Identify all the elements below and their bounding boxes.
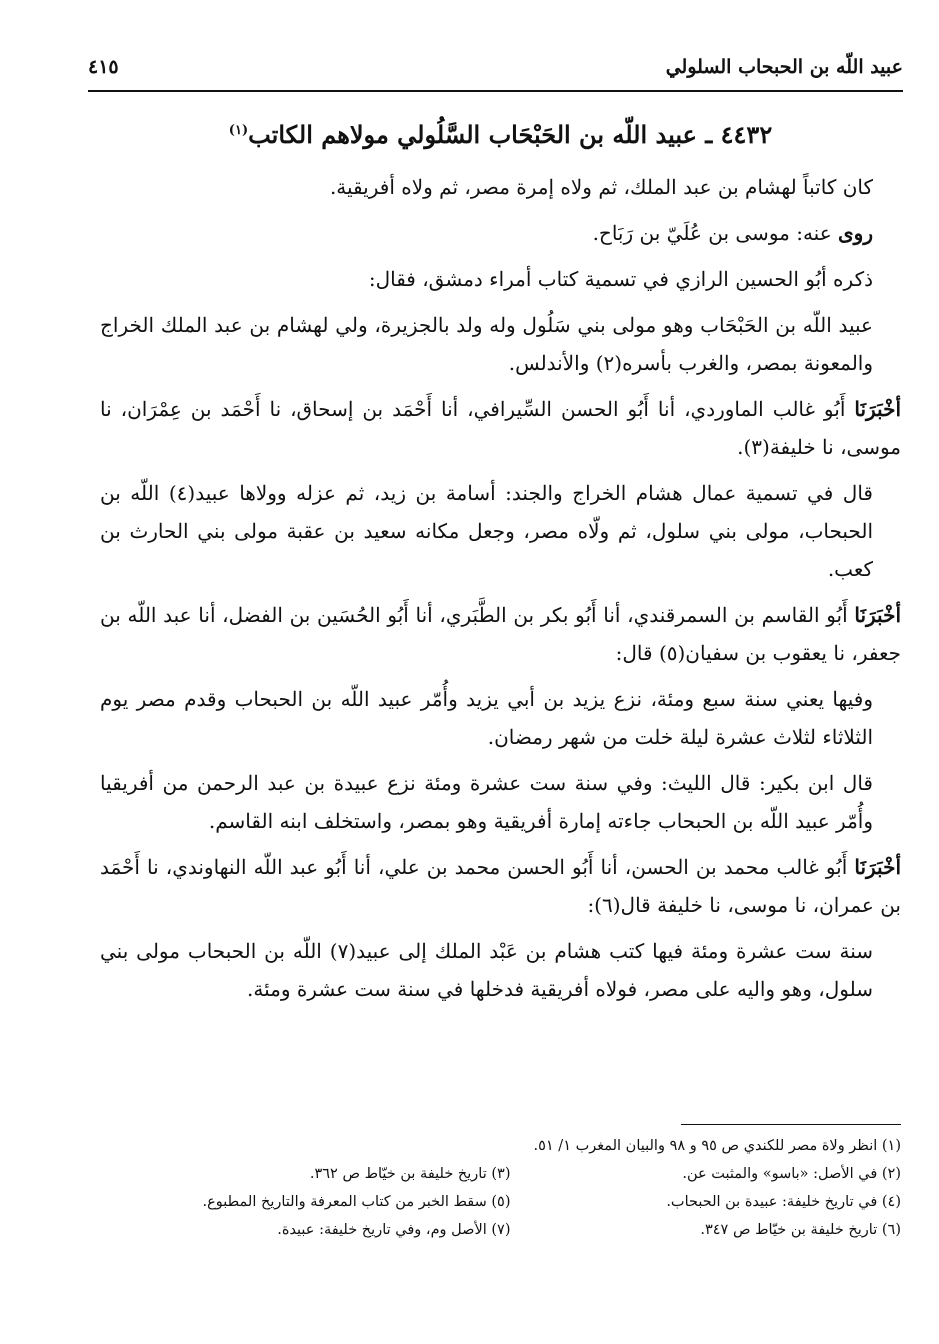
paragraph-8: وفيها يعني سنة سبع ومئة، نزع يزيد بن أبي يزيد وأُمّر عبيد اللّه بن الحبحاب وقدم مصر يوم الثلاثاء لثلاث عشرة ليلة خلت من شهر رمضان. [100, 687, 873, 749]
paragraph-9: قال ابن بكير: قال الليث: وفي سنة ست عشرة ومئة نزع عبيدة بن عبد الرحمن من أفريقيا وأُمّر عبيد اللّه بن الحبحاب جاءته إمارة أفريقية وهو بمصر، واستخلف ابنه القاسم. [100, 771, 873, 833]
paragraph-3: ذكره أبُو الحسين الرازي في تسمية كتاب أمراء دمشق، فقال: [368, 267, 873, 291]
footnotes [120, 1132, 901, 1244]
running-title: عبيد اللّه بن الحبحاب السلولي [665, 56, 903, 78]
paragraph-7-lead: أخْبَرَنَا [854, 603, 901, 627]
footnote-5: (٥) سقط الخبر من كتاب المعرفة والتاريخ المطبوع. [202, 1194, 511, 1210]
paragraph-10 [100, 848, 901, 924]
footnote-4: (٤) في تاريخ خليفة: عبيدة بن الحبحاب. [666, 1194, 901, 1210]
paragraph-7 [100, 596, 901, 672]
paragraph-6: قال في تسمية عمال هشام الخراج والجند: أسامة بن زيد، ثم عزله وولاها عبيد(٤) اللّه بن الحبحاب، مولى بني سلول، ثم ولّاه مصر، وجعل مكانه سعيد بن عقبة مولى بني الحارث بن كعب. [100, 481, 873, 581]
footnote-2: (٢) في الأصل: «باسو» والمثبت عن. [682, 1166, 901, 1182]
footnote-3: (٣) تاريخ خليفة بن خيّاط ص ٣٦٢. [309, 1166, 511, 1182]
paragraph-7-text: أَبُو القاسم بن السمرقندي، أنا أَبُو بكر بن الطَّبَري، أنا أَبُو الحُسَين بن الفضل، أنا عبد اللّه بن جعفر، نا يعقوب بن سفيان(٥) قال: [100, 603, 901, 665]
page-header [88, 48, 903, 92]
paragraph-2 [100, 214, 901, 252]
paragraph-1: كان كاتباً لهشام بن عبد الملك، ثم ولاه إمرة مصر، ثم ولاه أفريقية. [329, 175, 873, 199]
entry-title [100, 108, 901, 158]
footnote-row [120, 1216, 901, 1244]
paragraph-5-text: أَبُو غالب الماوردي، أنا أَبُو الحسن السِّيرافي، أنا أَحْمَد بن إسحاق، نا أَحْمَد بن عِمْرَان، نا موسى، نا خليفة(٣). [100, 397, 901, 459]
paragraph-2-text: عنه: موسى بن عُلَيّ بن رَبَاح. [592, 221, 839, 245]
paragraph-10-text: أَبُو غالب محمد بن الحسن، أنا أَبُو الحسن محمد بن علي، أنا أَبُو عبد اللّه النهاوندي، نا أَحْمَد بن عمران، نا موسى، نا خليفة قال(٦): [100, 855, 901, 917]
footnote-row [120, 1188, 901, 1216]
page-number: ٤١٥ [88, 56, 119, 78]
entry-title-text: ٤٤٣٢ ـ عبيد اللّه بن الحَبْحَاب السَّلُولي مولاهم الكاتب [248, 120, 773, 149]
paragraph-10-lead: أخْبَرَنَا [854, 855, 901, 879]
footnote-rule [681, 1124, 901, 1125]
footnote-6: (٦) تاريخ خليفة بن خيّاط ص ٣٤٧. [700, 1222, 901, 1238]
header-rule [88, 90, 903, 92]
paragraph-4: عبيد اللّه بن الحَبْحَاب وهو مولى بني سَلُول وله ولد بالجزيرة، ولي لهشام بن عبد الملك الخراج والمعونة بمصر، والغرب بأسره(٢) والأندلس. [100, 313, 873, 375]
paragraph-2-lead: روى [838, 221, 873, 245]
footnote-row [120, 1160, 901, 1188]
footnote-7: (٧) الأصل وم، وفي تاريخ خليفة: عبيدة. [277, 1222, 511, 1238]
paragraph-5 [100, 390, 901, 466]
footnote-1: (١) انظر ولاة مصر للكندي ص ٩٥ و ٩٨ والبيان المغرب ١/ ٥١. [533, 1138, 901, 1154]
entry-title-note: (١) [228, 123, 249, 138]
paragraph-11: سنة ست عشرة ومئة فيها كتب هشام بن عَبْد الملك إلى عبيد(٧) اللّه بن الحبحاب مولى بني سلول، وهو واليه على مصر، فولاه أفريقية فدخلها في سنة ست عشرة ومئة. [100, 939, 873, 1001]
paragraph-5-lead: أخْبَرَنَا [854, 397, 901, 421]
page-body [100, 108, 901, 1016]
